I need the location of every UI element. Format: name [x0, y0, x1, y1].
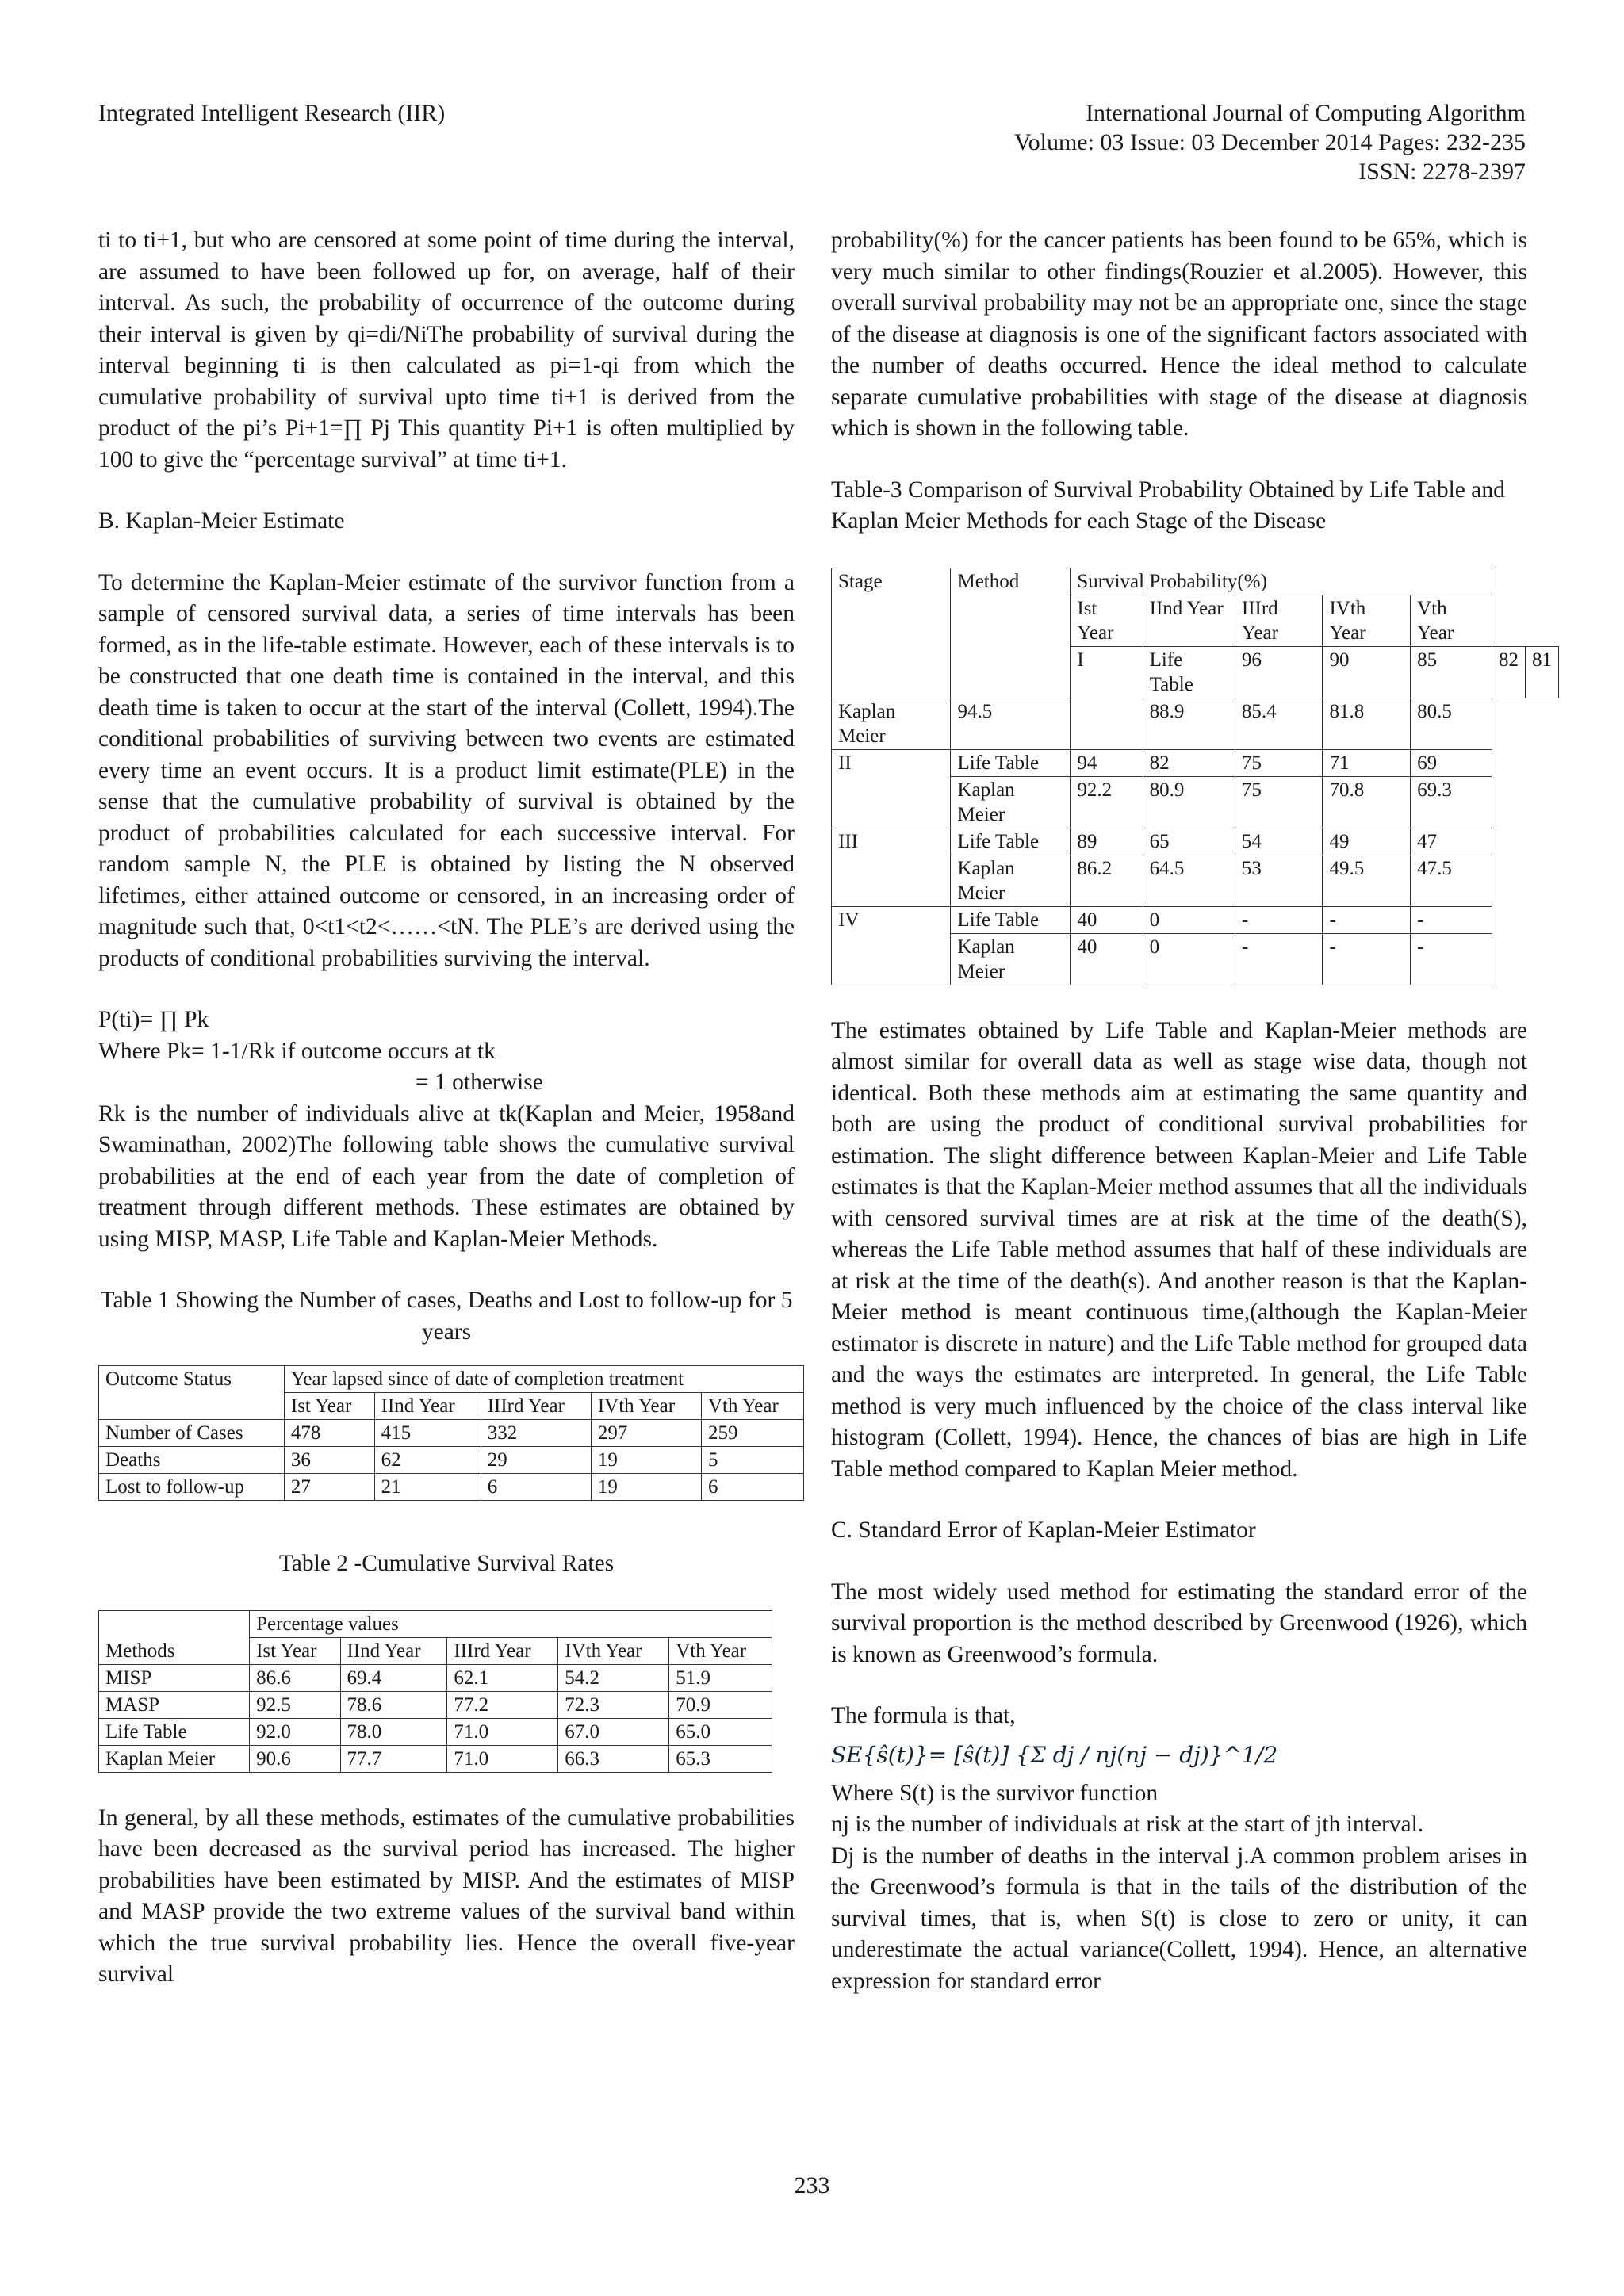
table-cell: 49.5 — [1323, 855, 1411, 906]
table-cell: 0 — [1143, 906, 1235, 933]
table-cell: 86.6 — [250, 1664, 340, 1691]
table-cell: 62.1 — [447, 1664, 558, 1691]
table-cell: 54.2 — [558, 1664, 669, 1691]
table-cell: 40 — [1071, 933, 1143, 985]
table-cell: 94 — [1071, 749, 1143, 776]
table-cell: 65.0 — [669, 1718, 772, 1745]
table-cell: 65 — [1143, 828, 1235, 855]
formula-nj: nj is the number of individuals at risk at the start of jth interval. — [831, 1812, 1424, 1837]
year-header: IVth Year — [558, 1637, 669, 1664]
table-cell: 72.3 — [558, 1691, 669, 1718]
method-cell: Life Table — [951, 906, 1071, 933]
year-header: Vth Year — [701, 1393, 803, 1420]
paragraph-greenwood: The most widely used method for estimating the standard error of the survival proportion is the method described by Greenwood (1926), which is known as Greenwood’s formula. — [831, 1578, 1527, 1667]
table-cell: - — [1323, 933, 1411, 985]
journal-publisher: Integrated Intelligent Research (IIR) — [98, 100, 446, 126]
table-cell: 64.5 — [1143, 855, 1235, 906]
stage-cell: IV — [832, 906, 951, 985]
stage-cell: III — [832, 828, 951, 906]
table-row — [99, 1447, 804, 1474]
table-cell: 77.2 — [447, 1691, 558, 1718]
table-cell: - — [1411, 933, 1492, 985]
method-cell: Kaplan Meier — [951, 855, 1071, 906]
year-header: IInd Year — [374, 1393, 481, 1420]
paragraph-kaplan-meier: To determine the Kaplan-Meier estimate of the survivor function from a sample of censored survival data, a series of time intervals has been formed, as in the life-table estimate. However, each of these intervals is to be constructed that one death time is contained in the interval, and this death time is taken to occur at the start of the interval (Collett, 1994).The conditional probabilities of surviving between two events are estimated every time an event occurs. It is a product limit estimate(PLE) in the sense that the cumulative probability of survival is obtained by the product of probabilities calculated for each successive interval. For random sample N, the PLE is obtained by listing the N observed lifetimes, either attained outcome or censored, in an increasing order of magnitude such that, 0<t1<t2<……<tN. The PLE’s are derived using the products of conditional probabilities surviving the interval. — [98, 569, 795, 971]
journal-volume: Volume: 03 Issue: 03 December 2014 Pages: 232-235 — [1013, 129, 1526, 155]
table-row — [99, 1474, 804, 1501]
year-header: IInd Year — [1143, 595, 1235, 646]
table-row — [832, 906, 1559, 933]
table-cell: 85.4 — [1235, 698, 1323, 749]
formula-pti: P(ti)= ∏ Pk — [98, 1007, 209, 1032]
table-cell: 47 — [1411, 828, 1492, 855]
table-cell: 0 — [1143, 933, 1235, 985]
table-cell: 92.0 — [250, 1718, 340, 1745]
table-header-cell: Stage — [832, 568, 951, 698]
row-label: MASP — [99, 1691, 250, 1718]
row-label: Kaplan Meier — [99, 1745, 250, 1772]
table-cell: 70.9 — [669, 1691, 772, 1718]
table-cell: 75 — [1235, 776, 1323, 828]
journal-info — [1014, 98, 1526, 186]
table1-caption: Table 1 Showing the Number of cases, Deaths and Lost to follow-up for 5 years — [100, 1288, 793, 1345]
table-cell: 5 — [701, 1447, 803, 1474]
table-cell: - — [1411, 906, 1492, 933]
table-row — [832, 749, 1559, 776]
year-header: Vth Year — [1411, 595, 1492, 646]
table-cell: 49 — [1323, 828, 1411, 855]
table-cell: 85 — [1411, 646, 1492, 698]
table-cell: 92.5 — [250, 1691, 340, 1718]
table-cell: 70.8 — [1323, 776, 1411, 828]
method-cell: Kaplan Meier — [951, 776, 1071, 828]
table-cell: 54 — [1235, 828, 1323, 855]
table-cell: 96 — [1235, 646, 1323, 698]
year-header: Ist Year — [250, 1637, 340, 1664]
table-row — [99, 1664, 772, 1691]
table-cell: 90 — [1323, 646, 1411, 698]
table-cell: 71.0 — [447, 1718, 558, 1745]
table-cell: 86.2 — [1071, 855, 1143, 906]
table-cell: 65.3 — [669, 1745, 772, 1772]
table-cell: 415 — [374, 1420, 481, 1447]
journal-issn: ISSN: 2278-2397 — [1358, 159, 1526, 185]
table-header-cell: Year lapsed since of date of completion treatment — [284, 1366, 803, 1393]
table-cell: 77.7 — [340, 1745, 447, 1772]
paragraph-rk: Rk is the number of individuals alive at tk(Kaplan and Meier, 1958and Swaminathan, 2002)The following table shows the cumulative survival probabilities at the end of each year from the date of completion of treatment through different methods. These estimates are obtained by using MISP, MASP, Life Table and Kaplan-Meier Methods. — [98, 1100, 795, 1252]
table-cell: 71.0 — [447, 1745, 558, 1772]
table-cell: 69.3 — [1411, 776, 1492, 828]
stage-cell: I — [1071, 646, 1143, 749]
formula-otherwise: = 1 otherwise — [416, 1070, 543, 1095]
stage-cell: II — [832, 749, 951, 828]
table-row — [99, 1420, 804, 1447]
table-header-cell: Survival Probability(%) — [1071, 568, 1492, 595]
table-header-cell: Outcome Status — [99, 1366, 285, 1420]
table-cell: 259 — [701, 1420, 803, 1447]
row-label: Lost to follow-up — [99, 1474, 285, 1501]
table-cell: 47.5 — [1411, 855, 1492, 906]
method-cell: Kaplan Meier — [832, 698, 951, 749]
table2-cumulative-survival — [98, 1610, 772, 1773]
year-header: IIIrd Year — [447, 1637, 558, 1664]
left-column — [98, 225, 795, 1991]
table-cell: 62 — [374, 1447, 481, 1474]
table-cell: 19 — [591, 1474, 701, 1501]
table-cell: 75 — [1235, 749, 1323, 776]
table-row — [99, 1718, 772, 1745]
method-cell: Life Table — [1143, 646, 1235, 698]
row-label: Deaths — [99, 1447, 285, 1474]
table-cell: 478 — [284, 1420, 374, 1447]
table-cell: - — [1235, 906, 1323, 933]
year-header: IIIrd Year — [1235, 595, 1323, 646]
formula-greenwood: SE{ŝ(t)}= [ŝ(t)] {Σ dj / nj(nj − dj)}^1/2 — [831, 1741, 1278, 1768]
paragraph-in-general: In general, by all these methods, estimates of the cumulative probabilities have been decreased as the survival period has increased. The higher probabilities have been estimated by MISP. And the estimates of MISP and MASP provide the two extreme values of the survival band within which the true survival probability lies. Hence the overall five-year survival — [98, 1804, 795, 1987]
table-cell: 69 — [1411, 749, 1492, 776]
table-cell: 80.5 — [1411, 698, 1492, 749]
table-cell: 66.3 — [558, 1745, 669, 1772]
table3-stage-comparison — [831, 568, 1559, 985]
table-cell: 89 — [1071, 828, 1143, 855]
table-cell: 19 — [591, 1447, 701, 1474]
section-heading-kaplan-meier: B. Kaplan-Meier Estimate — [98, 508, 345, 534]
table1-cases-deaths — [98, 1365, 804, 1501]
method-cell: Kaplan Meier — [951, 933, 1071, 985]
year-header: IInd Year — [340, 1637, 447, 1664]
table-header-cell: Percentage values — [250, 1610, 772, 1637]
right-column — [831, 225, 1552, 1997]
year-header: IVth Year — [591, 1393, 701, 1420]
table-cell: - — [1323, 906, 1411, 933]
table-cell: 82 — [1143, 749, 1235, 776]
table-cell: 6 — [481, 1474, 591, 1501]
table-cell: 6 — [701, 1474, 803, 1501]
table-cell: 81 — [1525, 646, 1558, 698]
table-header-row — [832, 568, 1559, 595]
row-label: MISP — [99, 1664, 250, 1691]
row-label: Number of Cases — [99, 1420, 285, 1447]
table-header-cell: Method — [951, 568, 1071, 698]
formula-where-pk: Where Pk= 1-1/Rk if outcome occurs at tk — [98, 1038, 496, 1064]
table-cell: 88.9 — [1143, 698, 1235, 749]
formula-where-st: Where S(t) is the survivor function — [831, 1780, 1159, 1806]
table3-caption: Table-3 Comparison of Survival Probability Obtained by Life Table and Kaplan Meier Methods for each Stage of the Disease — [831, 476, 1505, 534]
section-heading-standard-error: C. Standard Error of Kaplan-Meier Estimator — [831, 1517, 1256, 1543]
table-row — [99, 1745, 772, 1772]
table-cell: 81.8 — [1323, 698, 1411, 749]
table-row — [832, 698, 1559, 749]
table-cell: 69.4 — [340, 1664, 447, 1691]
table-cell: 82 — [1492, 646, 1525, 698]
paragraph-life-table-cont: ti to ti+1, but who are censored at some point of time during the interval, are assumed to have been followed up for, on average, half of their interval. As such, the probability of occurrence of the outcome during their interval is given by qi=di/NiThe probability of survival during the interval beginning ti is then calculated as pi=1-qi from which the cumulative probability of survival upto time ti+1 is derived from the product of the pi’s Pi+1=∏ Pj This quantity Pi+1 is often multiplied by 100 to give the “percentage survival” at time ti+1. — [98, 228, 795, 473]
table-cell: 92.2 — [1071, 776, 1143, 828]
table-header-row — [99, 1610, 772, 1637]
table-cell: 40 — [1071, 906, 1143, 933]
table-cell: 36 — [284, 1447, 374, 1474]
table2-caption: Table 2 -Cumulative Survival Rates — [278, 1551, 615, 1576]
table-cell: 332 — [481, 1420, 591, 1447]
table-cell: 78.6 — [340, 1691, 447, 1718]
table-header-cell: Methods — [99, 1610, 250, 1664]
paragraph-estimates-comparison: The estimates obtained by Life Table and Kaplan-Meier methods are almost similar for overall data as well as stage wise data, though not identical. Both these methods aim at estimating the same quantity and both are using the product of conditional survival probabilities for estimation. The slight difference between Kaplan-Meier and Life Table estimates is that the Kaplan-Meier method assumes that all the individuals with censored survival times are at risk at the time of the death(S), whereas the Life Table method assumes that half of these individuals are at risk at the time of the death(s). And another reason is that the Kaplan-Meier method is meant continuous time,(although the Kaplan-Meier estimator is discrete in nature) and the Life Table method for grouped data and the ways the estimates are interpreted. In general, the Life Table method is very much influenced by the choice of the class interval like histogram (Collett, 1994). Hence, the chances of bias are high in Life Table method compared to Kaplan Meier method. — [831, 1017, 1527, 1482]
table-cell: 53 — [1235, 855, 1323, 906]
table-cell: 21 — [374, 1474, 481, 1501]
year-header: IVth Year — [1323, 595, 1411, 646]
table-cell: 80.9 — [1143, 776, 1235, 828]
table-row — [99, 1691, 772, 1718]
row-label: Life Table — [99, 1718, 250, 1745]
year-header: Ist Year — [284, 1393, 374, 1420]
method-cell: Life Table — [951, 749, 1071, 776]
formula-intro: The formula is that, — [831, 1703, 1016, 1728]
table-cell: 297 — [591, 1420, 701, 1447]
journal-title: International Journal of Computing Algorithm — [1086, 100, 1526, 126]
table-cell: - — [1235, 933, 1323, 985]
year-header: Ist Year — [1071, 595, 1143, 646]
year-header: Vth Year — [669, 1637, 772, 1664]
table-cell: 27 — [284, 1474, 374, 1501]
table-cell: 51.9 — [669, 1664, 772, 1691]
table-cell: 71 — [1323, 749, 1411, 776]
year-header: IIIrd Year — [481, 1393, 591, 1420]
paragraph-overall-probability: probability(%) for the cancer patients has been found to be 65%, which is very much similar to other findings(Rouzier et al.2005). However, this overall survival probability may not be an appropriate one, since the stage of the disease at diagnosis is one of the significant factors associated with the number of deaths occurred. Hence the ideal method to calculate separate cumulative probabilities with stage of the disease at diagnosis which is shown in the following table. — [831, 228, 1527, 441]
table-header-row — [99, 1366, 804, 1393]
table-row — [832, 828, 1559, 855]
table-cell: 29 — [481, 1447, 591, 1474]
paragraph-dj: Dj is the number of deaths in the interval j.A common problem arises in the Greenwood’s formula is that in the tails of the distribution of the survival times, that is, when S(t) is close to zero or unity, it can underestimate the actual variance(Collett, 1994). Hence, an alternative expression for standard error — [831, 1843, 1527, 1994]
table-cell: 90.6 — [250, 1745, 340, 1772]
table-cell: 67.0 — [558, 1718, 669, 1745]
page-number: 233 — [794, 2172, 830, 2198]
table-cell: 78.0 — [340, 1718, 447, 1745]
method-cell: Life Table — [951, 828, 1071, 855]
table-cell: 94.5 — [951, 698, 1071, 749]
